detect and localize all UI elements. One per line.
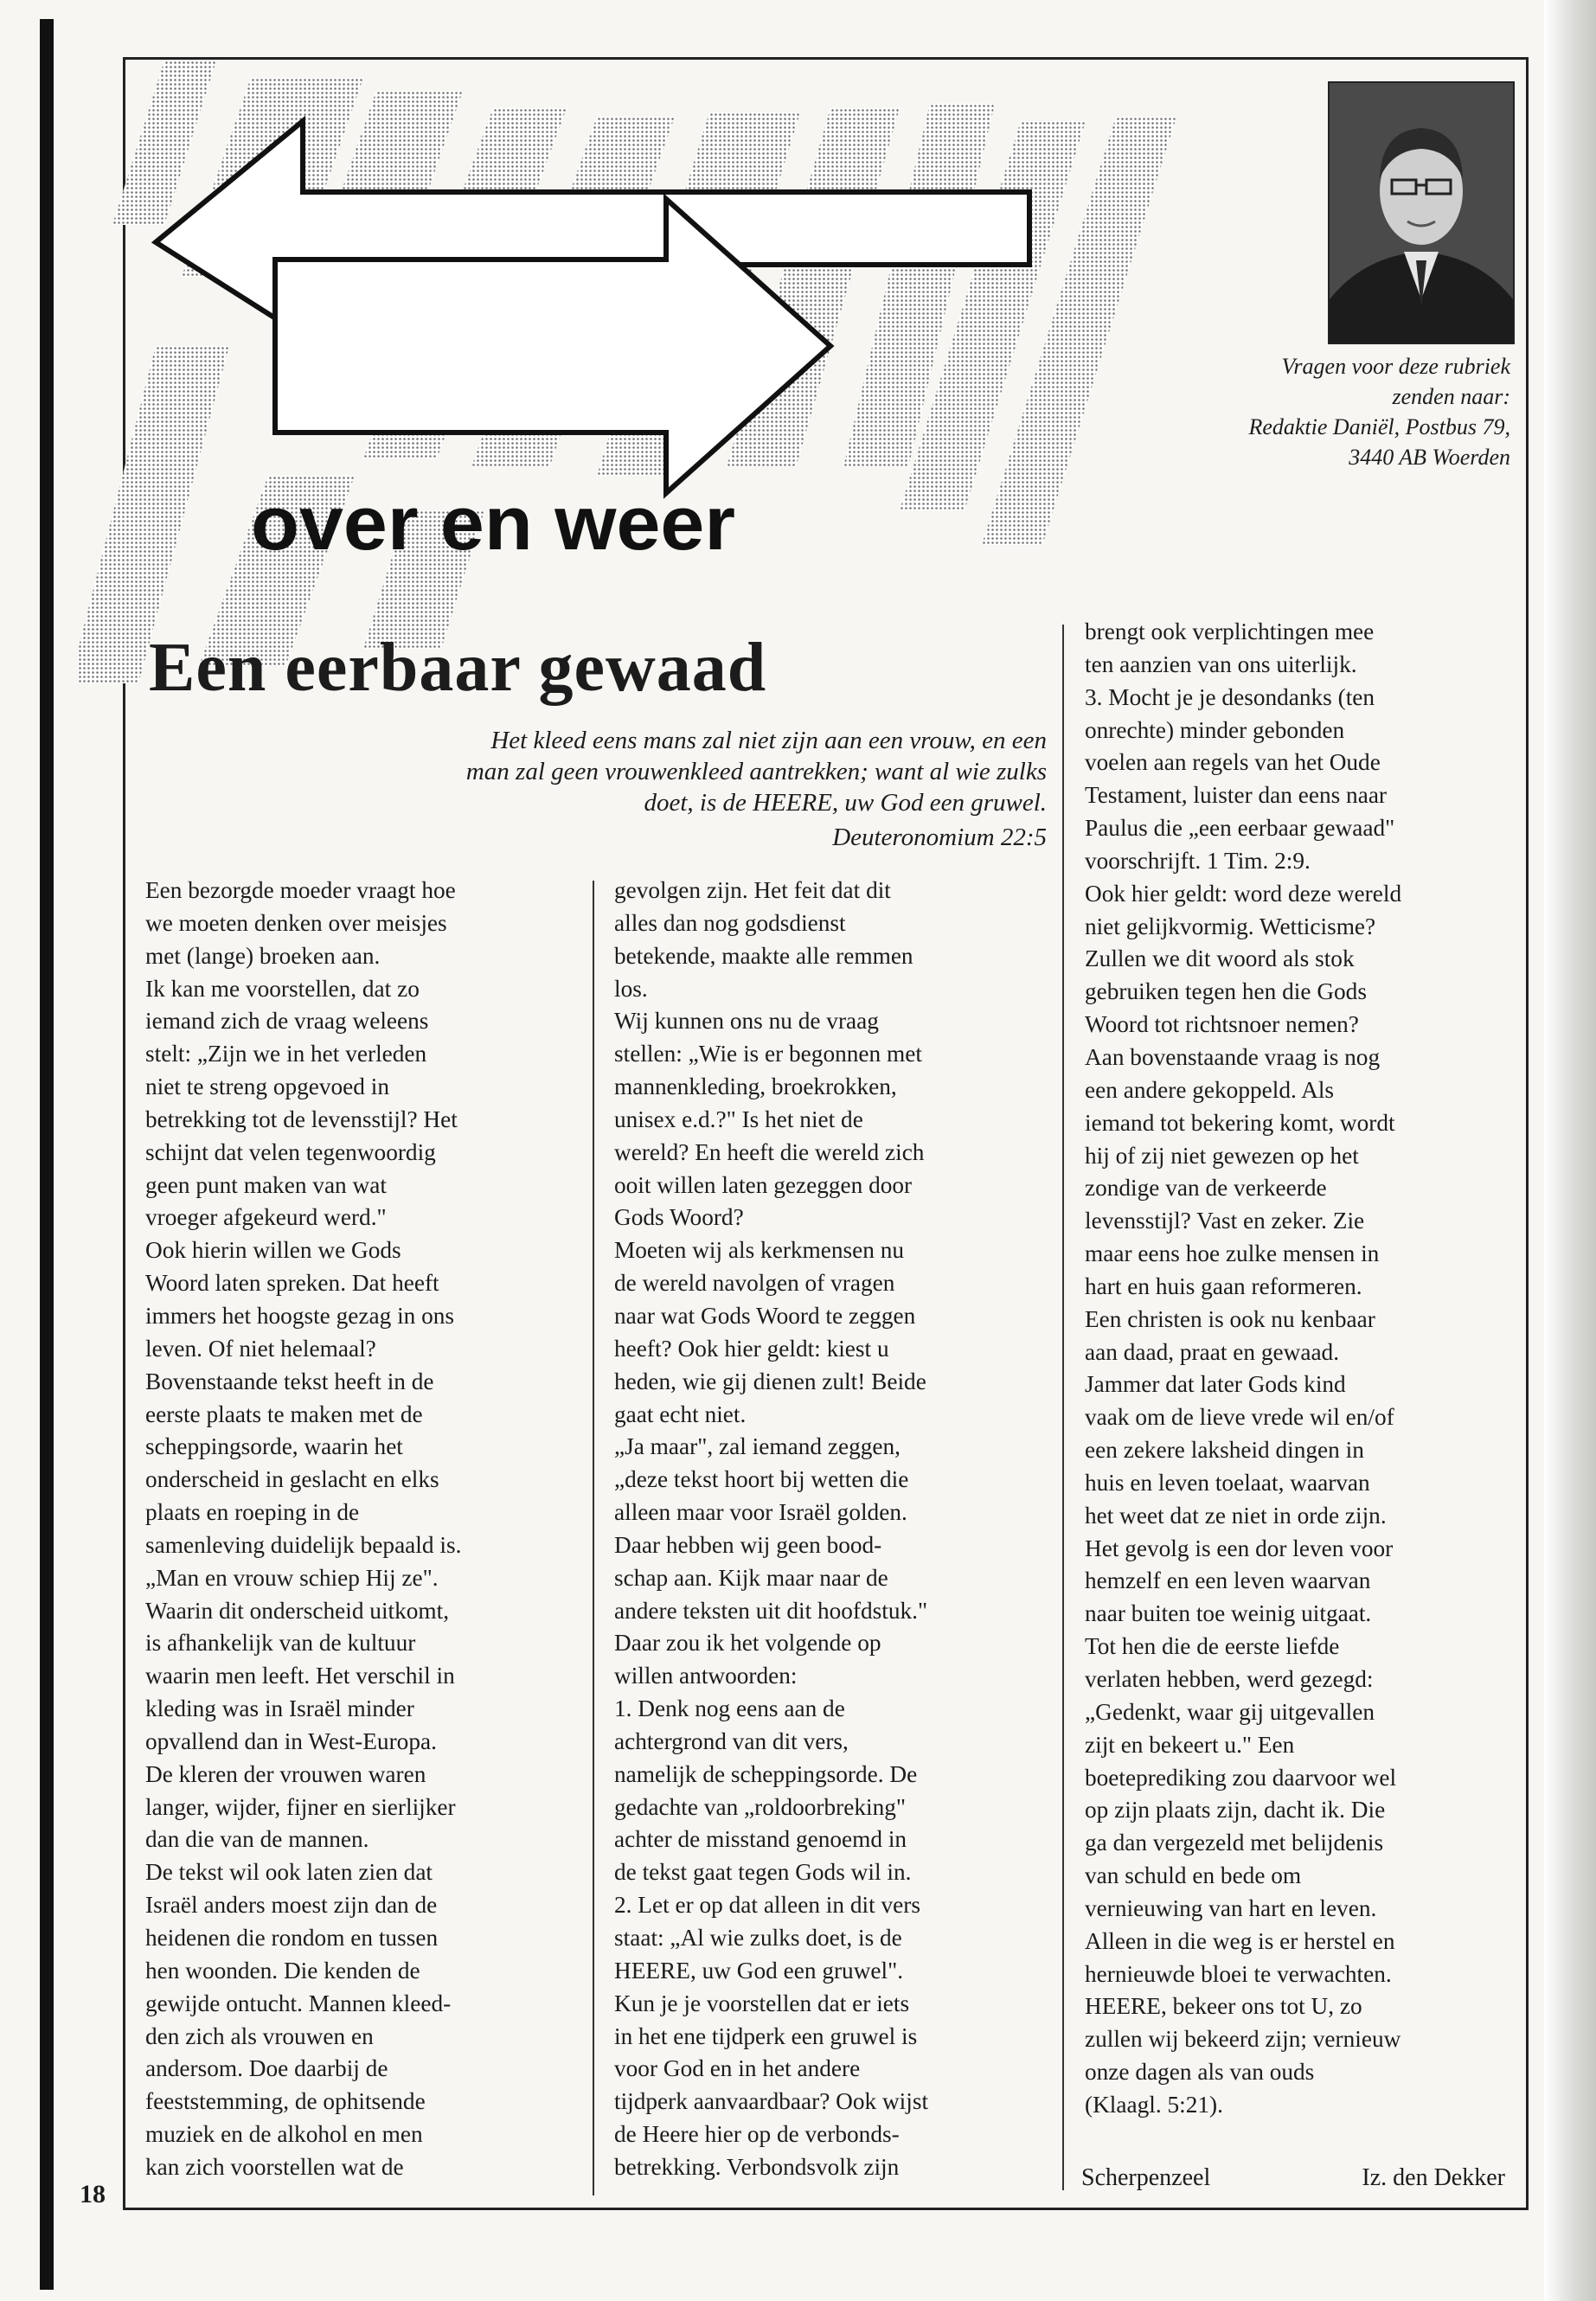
text-line: met (lange) broeken aan. bbox=[145, 942, 381, 969]
text-line: Israël anders moest zijn dan de bbox=[145, 1892, 438, 1919]
text-line: vroeger afgekeurd werd." bbox=[145, 1204, 387, 1231]
epigraph-quote bbox=[294, 725, 1047, 853]
text-line: kan zich voorstellen wat de bbox=[145, 2153, 404, 2180]
text-line: „Ja maar", zal iemand zeggen, bbox=[614, 1433, 901, 1460]
text-line: maar eens hoe zulke mensen in bbox=[1085, 1240, 1380, 1267]
text-line: los. bbox=[614, 975, 648, 1002]
text-line: ga dan vergezeld met belijdenis bbox=[1085, 1830, 1384, 1856]
text-line: onderscheid in geslacht en elks bbox=[145, 1466, 439, 1493]
text-line: zijt en bekeert u." Een bbox=[1085, 1731, 1295, 1758]
text-line: 1. Denk nog eens aan de bbox=[614, 1695, 845, 1722]
text-line: achtergrond van dit vers, bbox=[614, 1727, 849, 1754]
text-line: immers het hoogste gezag in ons bbox=[145, 1302, 455, 1329]
text-line: Bovenstaande tekst heeft in de bbox=[145, 1368, 434, 1394]
text-line: brengt ook verplichtingen mee bbox=[1085, 619, 1375, 644]
text-line: (Klaagl. 5:21). bbox=[1085, 2091, 1223, 2118]
text-line: Een christen is ook nu kenbaar bbox=[1085, 1305, 1375, 1332]
scan-page-edge bbox=[1544, 0, 1596, 2301]
text-line: naar wat Gods Woord te zeggen bbox=[614, 1302, 916, 1329]
text-line: voor God en in het andere bbox=[614, 2055, 861, 2082]
text-line: tijdperk aanvaardbaar? Ook wijst bbox=[614, 2088, 929, 2115]
text-line: Alleen in die weg is er herstel en bbox=[1085, 1927, 1395, 1954]
text-line: kleding was in Israël minder bbox=[145, 1695, 414, 1722]
text-line: scheppingsorde, waarin het bbox=[145, 1433, 403, 1460]
text-line: voelen aan regels van het Oude bbox=[1085, 749, 1381, 776]
frame-line-bottom bbox=[123, 2208, 1529, 2210]
article-title: Een eerbaar gewaad bbox=[149, 630, 767, 706]
text-line: Ook hier geldt: word deze wereld bbox=[1085, 880, 1402, 907]
text-line: ooit willen laten gezeggen door bbox=[614, 1171, 913, 1198]
text-line: Ik kan me voorstellen, dat zo bbox=[145, 975, 420, 1002]
text-line: onrechte) minder gebonden bbox=[1085, 716, 1345, 743]
text-line: niet gelijkvormig. Wetticisme? bbox=[1085, 913, 1376, 939]
text-line: hen woonden. Die kenden de bbox=[145, 1957, 420, 1984]
text-line: waarin men leeft. Het verschil in bbox=[145, 1663, 455, 1689]
logo-title: over en weer bbox=[251, 480, 735, 566]
text-line: Kun je je voorstellen dat er iets bbox=[614, 1990, 910, 2016]
text-line: Het gevolg is een dor leven voor bbox=[1085, 1535, 1394, 1561]
text-line: unisex e.d.?" Is het niet de bbox=[614, 1106, 863, 1132]
portrait-image bbox=[1330, 83, 1513, 343]
signoff-place: Scherpenzeel bbox=[1081, 2164, 1211, 2191]
text-line: muziek en de alkohol en men bbox=[145, 2121, 423, 2148]
text-line: den zich als vrouwen en bbox=[145, 2022, 374, 2049]
text-line: 2. Let er op dat alleen in dit vers bbox=[614, 1892, 920, 1919]
text-line: Moeten wij als kerkmensen nu bbox=[614, 1237, 905, 1264]
text-line: HEERE, uw God een gruwel". bbox=[614, 1957, 904, 1984]
text-line: Woord laten spreken. Dat heeft bbox=[145, 1270, 439, 1297]
text-line: gebruiken tegen hen die Gods bbox=[1085, 978, 1367, 1005]
text-line: 3. Mocht je je desondanks (ten bbox=[1085, 683, 1375, 710]
epigraph-reference: Deuteronomium 22:5 bbox=[832, 824, 1047, 851]
text-line: dan die van de mannen. bbox=[145, 1826, 369, 1853]
text-line: de tekst gaat tegen Gods wil in. bbox=[614, 1859, 912, 1886]
text-line: hart en huis gaan reformeren. bbox=[1085, 1272, 1362, 1299]
text-line: gaat echt niet. bbox=[614, 1400, 747, 1427]
text-line: levensstijl? Vast en zeker. Zie bbox=[1085, 1208, 1365, 1234]
column-divider bbox=[1062, 625, 1064, 2190]
over-en-weer-logo bbox=[78, 61, 1202, 718]
text-line: heden, wie gij dienen zult! Beide bbox=[614, 1368, 926, 1394]
caption-line: Vragen voor deze rubriek bbox=[1281, 354, 1510, 379]
text-line: wereld? En heeft die wereld zich bbox=[614, 1138, 925, 1165]
text-line: Paulus die „een eerbaar gewaad" bbox=[1085, 815, 1395, 842]
text-line: Waarin dit onderscheid uitkomt, bbox=[145, 1597, 450, 1624]
text-line: zondige van de verkeerde bbox=[1085, 1175, 1327, 1202]
text-line: heidenen die rondom en tussen bbox=[145, 1925, 439, 1951]
text-line: opvallend dan in West-Europa. bbox=[145, 1727, 437, 1754]
text-line: huis en leven toelaat, waarvan bbox=[1085, 1469, 1370, 1496]
text-line: een zekere laksheid dingen in bbox=[1085, 1437, 1364, 1464]
text-line: Daar zou ik het volgende op bbox=[614, 1630, 881, 1657]
text-line: Gods Woord? bbox=[614, 1204, 744, 1231]
text-line: Tot hen die de eerste liefde bbox=[1085, 1633, 1340, 1660]
scan-binding-edge bbox=[40, 19, 54, 2290]
text-line: „Man en vrouw schiep Hij ze". bbox=[145, 1564, 439, 1591]
epigraph-line: doet, is de HEERE, uw God een gruwel. bbox=[644, 789, 1047, 817]
text-line: Ook hierin willen we Gods bbox=[145, 1237, 401, 1264]
text-line: ten aanzien van ons uiterlijk. bbox=[1085, 651, 1357, 677]
text-line: hemzelf en een leven waarvan bbox=[1085, 1567, 1371, 1594]
text-line: Woord tot richtsnoer nemen? bbox=[1085, 1011, 1359, 1038]
article-signoff bbox=[1081, 2164, 1505, 2192]
text-line: is afhankelijk van de kultuur bbox=[145, 1630, 416, 1657]
signoff-author: Iz. den Dekker bbox=[1362, 2164, 1505, 2191]
text-line: Testament, luister dan eens naar bbox=[1085, 782, 1388, 809]
text-line: alleen maar voor Israël golden. bbox=[614, 1499, 907, 1526]
text-line: achter de misstand genoemd in bbox=[614, 1826, 907, 1853]
text-line: geen punt maken van wat bbox=[145, 1171, 387, 1198]
text-line: staat: „Al wie zulks doet, is de bbox=[614, 1925, 902, 1951]
text-line: schijnt dat velen tegenwoordig bbox=[145, 1138, 436, 1165]
text-line: zullen wij bekeerd zijn; vernieuw bbox=[1085, 2026, 1401, 2053]
caption-line: 3440 AB Woerden bbox=[1349, 445, 1510, 470]
caption-line: Redaktie Daniël, Postbus 79, bbox=[1248, 414, 1510, 439]
text-line: „Gedenkt, waar gij uitgevallen bbox=[1085, 1698, 1375, 1725]
column-divider bbox=[593, 881, 594, 2195]
text-line: de wereld navolgen of vragen bbox=[614, 1270, 895, 1297]
text-line: samenleving duidelijk bepaald is. bbox=[145, 1531, 462, 1558]
text-line: boeteprediking zou daarvoor wel bbox=[1085, 1764, 1397, 1791]
text-line: de Heere hier op de verbonds- bbox=[614, 2121, 900, 2148]
text-line: iemand tot bekering komt, wordt bbox=[1085, 1109, 1395, 1136]
photo-caption bbox=[1099, 351, 1510, 472]
text-line: Zullen we dit woord als stok bbox=[1085, 945, 1355, 972]
text-line: naar buiten toe weinig uitgaat. bbox=[1085, 1600, 1372, 1627]
text-line: gewijde ontucht. Mannen kleed- bbox=[145, 1990, 452, 2016]
text-line: aan daad, praat en gewaad. bbox=[1085, 1338, 1340, 1365]
text-line: Een bezorgde moeder vraagt hoe bbox=[145, 877, 456, 903]
text-line: gevolgen zijn. Het feit dat dit bbox=[614, 877, 891, 903]
text-line: vernieuwing van hart en leven. bbox=[1085, 1894, 1377, 1921]
text-line: voorschrijft. 1 Tim. 2:9. bbox=[1085, 847, 1311, 874]
text-line: Aan bovenstaande vraag is nog bbox=[1085, 1043, 1381, 1070]
text-line: hij of zij niet gewezen op het bbox=[1085, 1142, 1359, 1169]
text-line: schap aan. Kijk maar naar de bbox=[614, 1564, 888, 1591]
epigraph-line: Het kleed eens mans zal niet zijn aan een vrouw, en een bbox=[490, 727, 1047, 754]
text-line: een andere gekoppeld. Als bbox=[1085, 1076, 1335, 1103]
text-line: Jammer dat later Gods kind bbox=[1085, 1371, 1346, 1398]
text-line: gedachte van „roldoorbreking" bbox=[614, 1793, 907, 1820]
text-line: alles dan nog godsdienst bbox=[614, 909, 846, 936]
text-line: andersom. Doe daarbij de bbox=[145, 2055, 388, 2082]
text-line: feeststemming, de ophitsende bbox=[145, 2088, 426, 2115]
text-line: De tekst wil ook laten zien dat bbox=[145, 1859, 433, 1886]
text-line: leven. Of niet helemaal? bbox=[145, 1335, 376, 1362]
author-portrait-photo bbox=[1328, 81, 1515, 344]
epigraph-line: man zal geen vrouwenkleed aantrekken; want al wie zulks bbox=[465, 758, 1047, 785]
text-line: op zijn plaats zijn, dacht ik. Die bbox=[1085, 1797, 1386, 1823]
text-line: Wij kunnen ons nu de vraag bbox=[614, 1008, 879, 1035]
text-line: willen antwoorden: bbox=[614, 1663, 798, 1689]
text-line: betrekking. Verbondsvolk zijn bbox=[614, 2153, 900, 2180]
article-column-2 bbox=[614, 875, 1047, 2184]
caption-line: zenden naar: bbox=[1392, 384, 1510, 409]
article-column-1 bbox=[145, 875, 569, 2184]
text-line: Daar hebben wij geen bood- bbox=[614, 1531, 882, 1558]
text-line: mannenkleding, broekrokken, bbox=[614, 1074, 897, 1100]
text-line: plaats en roeping in de bbox=[145, 1499, 360, 1526]
text-line: het weet dat ze niet in orde zijn. bbox=[1085, 1502, 1387, 1529]
text-line: De kleren der vrouwen waren bbox=[145, 1760, 426, 1787]
text-line: heeft? Ook hier geldt: kiest u bbox=[614, 1335, 889, 1362]
frame-line-right bbox=[1526, 57, 1529, 2209]
text-line: niet te streng opgevoed in bbox=[145, 1074, 389, 1100]
text-line: stelt: „Zijn we in het verleden bbox=[145, 1041, 427, 1067]
text-line: van schuld en bede om bbox=[1085, 1862, 1302, 1889]
text-line: betekende, maakte alle remmen bbox=[614, 942, 913, 969]
text-line: iemand zich de vraag weleens bbox=[145, 1008, 429, 1035]
text-line: onze dagen als van ouds bbox=[1085, 2059, 1315, 2086]
text-line: „deze tekst hoort bij wetten die bbox=[614, 1466, 909, 1493]
text-line: HEERE, bekeer ons tot U, zo bbox=[1085, 1993, 1362, 2020]
text-line: hernieuwde bloei te verwachten. bbox=[1085, 1960, 1392, 1987]
text-line: andere teksten uit dit hoofdstuk." bbox=[614, 1597, 928, 1624]
text-line: eerste plaats te maken met de bbox=[145, 1400, 423, 1427]
text-line: stellen: „Wie is er begonnen met bbox=[614, 1041, 922, 1067]
text-line: betrekking tot de levensstijl? Het bbox=[145, 1106, 458, 1132]
article-column-3 bbox=[1085, 616, 1526, 2122]
text-line: namelijk de scheppingsorde. De bbox=[614, 1760, 918, 1787]
text-line: we moeten denken over meisjes bbox=[145, 909, 447, 936]
page-number: 18 bbox=[80, 2180, 106, 2208]
text-line: vaak om de lieve vrede wil en/of bbox=[1085, 1404, 1394, 1431]
text-line: langer, wijder, fijner en sierlijker bbox=[145, 1793, 456, 1820]
text-line: verlaten hebben, werd gezegd: bbox=[1085, 1666, 1374, 1692]
text-line: in het ene tijdperk een gruwel is bbox=[614, 2022, 918, 2049]
frame-line-top bbox=[123, 57, 1529, 60]
